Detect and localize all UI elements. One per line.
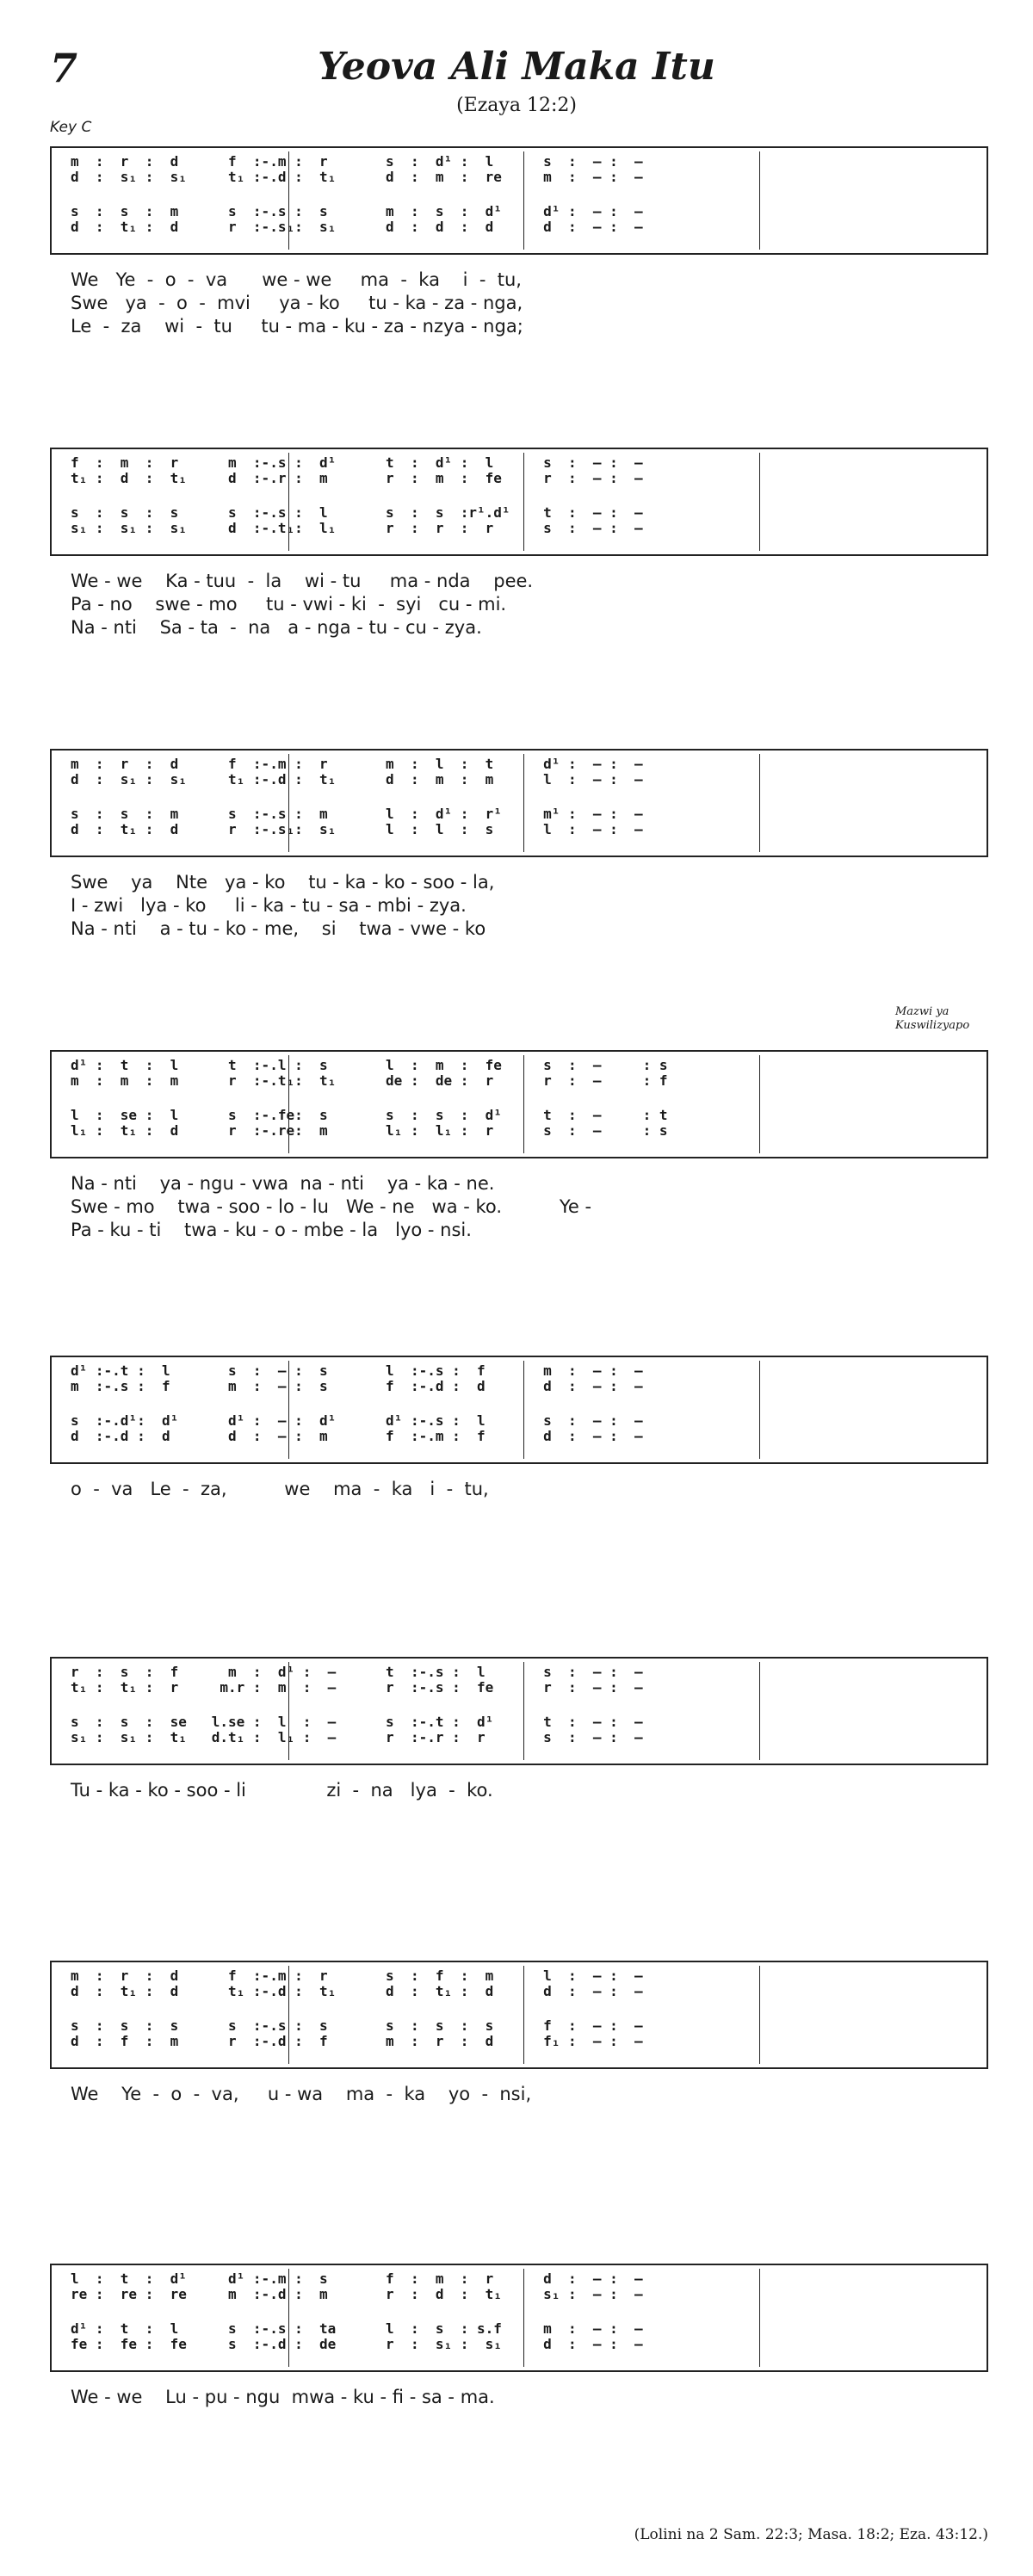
solfa-line: m : m : m r :-.t₁: t₁ de : de : r r : — : f (71, 1072, 668, 1089)
solfa-line: s : s : se l.se : l : — s :-.t : d¹ t : — : — (71, 1714, 643, 1730)
lyric-line: Tu - ka - ko - soo - li zi - na lya - ko. (71, 1780, 493, 1801)
lyric-line: We - we Lu - pu - ngu mwa - ku - fi - sa - ma. (71, 2387, 495, 2407)
solfa-line: re : re : re m :-.d : m r : d : t₁ s₁ : — : — (71, 2286, 643, 2302)
lyric-line: Le - za wi - tu tu - ma - ku - za - nzya - nga; (71, 316, 523, 337)
lyric-line: o - va Le - za, we ma - ka i - tu, (71, 1479, 489, 1499)
solfa-line: m : r : d f :-.m : r s : d¹ : l s : — : — (71, 153, 643, 170)
solfa-line: f : m : r m :-.s : d¹ t : d¹ : l s : — : — (71, 454, 643, 471)
stave (50, 1657, 988, 1765)
solfa-line: m : r : d f :-.m : r s : f : m l : — : — (71, 1968, 643, 1984)
stave (50, 1961, 988, 2069)
solfa-line: d : f : m r :-.d : f m : r : d f₁ : — : — (71, 2033, 643, 2049)
solfa-line: s₁ : s₁ : s₁ d :-.t₁: l₁ r : r : r s : — : — (71, 520, 643, 536)
solfa-line: d :-.d : d d : — : m f :-.m : f d : — : — (71, 1428, 643, 1444)
side-note: Mazwi ya Kuswilizyapo (895, 1005, 970, 1032)
barline (759, 1966, 760, 2064)
solfa-line: t₁ : t₁ : r m.r : m : — r :-.s : fe r : — : — (71, 1679, 643, 1696)
lyric-line: Swe - mo twa - soo - lo - lu We - ne wa - ko. Ye - (71, 1196, 592, 1217)
solfa-line: s₁ : s₁ : t₁ d.t₁ : l₁ : — r :-.r : r s : — : — (71, 1729, 643, 1745)
lyric-line: Na - nti ya - ngu - vwa na - nti ya - ka - ne. (71, 1173, 495, 1194)
lyric-line: Na - nti Sa - ta - na a - nga - tu - cu - zya. (71, 617, 482, 638)
solfa-line: s : s : s s :-.s : s s : s : s f : — : — (71, 2017, 643, 2034)
stave (50, 448, 988, 556)
barline (759, 151, 760, 250)
stave (50, 146, 988, 255)
solfa-line: s : s : m s :-.s : s m : s : d¹ d¹ : — : — (71, 203, 643, 219)
lyric-line: I - zwi lya - ko li - ka - tu - sa - mbi - zya. (71, 895, 467, 916)
barline (759, 754, 760, 852)
scripture-subtitle: (Ezaya 12:2) (456, 95, 577, 116)
solfa-line: s : s : s s :-.s : l s : s :r¹.d¹ t : — : — (71, 504, 643, 521)
lyric-line: Swe ya - o - mvi ya - ko tu - ka - za - nga, (71, 293, 523, 313)
stave (50, 2264, 988, 2372)
barline (759, 453, 760, 551)
song-title: Yeova Ali Maka Itu (318, 45, 715, 89)
solfa-line: l : se : l s :-.fe: s s : s : d¹ t : — : t (71, 1107, 668, 1123)
scripture-reference: (Lolini na 2 Sam. 22:3; Masa. 18:2; Eza. 43:12.) (634, 2526, 988, 2543)
barline (759, 1361, 760, 1459)
solfa-line: fe : fe : fe s :-.d : de r : s₁ : s₁ d : — : — (71, 2336, 643, 2352)
lyric-line: Swe ya Nte ya - ko tu - ka - ko - soo - la, (71, 872, 495, 893)
lyric-line: Na - nti a - tu - ko - me, si twa - vwe - ko (71, 918, 486, 939)
stave (50, 749, 988, 857)
key-signature: Key C (50, 119, 92, 136)
solfa-line: m : r : d f :-.m : r m : l : t d¹ : — : — (71, 756, 643, 772)
solfa-line: d : t₁ : d r :-.s₁: s₁ d : d : d d : — : — (71, 219, 643, 235)
solfa-line: d : t₁ : d r :-.s₁: s₁ l : l : s l : — : — (71, 821, 643, 837)
stave (50, 1356, 988, 1464)
solfa-line: l : t : d¹ d¹ :-.m : s f : m : r d : — : — (71, 2270, 643, 2287)
song-number: 7 (50, 45, 78, 91)
lyric-line: We - we Ka - tuu - la wi - tu ma - nda pee. (71, 571, 534, 591)
lyric-line: We Ye - o - va, u - wa ma - ka yo - nsi, (71, 2084, 532, 2104)
barline (759, 2269, 760, 2367)
solfa-line: s :-.d¹: d¹ d¹ : — : d¹ d¹ :-.s : l s : — : — (71, 1412, 643, 1429)
solfa-line: d : s₁ : s₁ t₁ :-.d : t₁ d : m : m l : — : — (71, 771, 643, 788)
solfa-line: d¹ :-.t : l s : — : s l :-.s : f m : — : — (71, 1362, 643, 1379)
barline (759, 1055, 760, 1153)
solfa-line: r : s : f m : d¹ : — t :-.s : l s : — : — (71, 1664, 643, 1680)
solfa-line: d¹ : t : l s :-.s : ta l : s : s.f m : — : — (71, 2320, 643, 2337)
stave (50, 1050, 988, 1158)
solfa-line: s : s : m s :-.s : m l : d¹ : r¹ m¹ : — : — (71, 806, 643, 822)
solfa-line: d¹ : t : l t :-.l : s l : m : fe s : — : s (71, 1057, 668, 1073)
lyric-line: We Ye - o - va we - we ma - ka i - tu, (71, 269, 522, 290)
solfa-line: m :-.s : f m : — : s f :-.d : d d : — : — (71, 1378, 643, 1394)
lyric-line: Pa - no swe - mo tu - vwi - ki - syi cu - mi. (71, 594, 507, 615)
solfa-line: d : t₁ : d t₁ :-.d : t₁ d : t₁ : d d : — : — (71, 1983, 643, 1999)
solfa-line: l₁ : t₁ : d r :-.re: m l₁ : l₁ : r s : — : s (71, 1122, 668, 1139)
solfa-line: d : s₁ : s₁ t₁ :-.d : t₁ d : m : re m : — : — (71, 169, 643, 185)
solfa-line: t₁ : d : t₁ d :-.r : m r : m : fe r : — : — (71, 470, 643, 486)
lyric-line: Pa - ku - ti twa - ku - o - mbe - la lyo - nsi. (71, 1220, 472, 1240)
barline (759, 1662, 760, 1760)
